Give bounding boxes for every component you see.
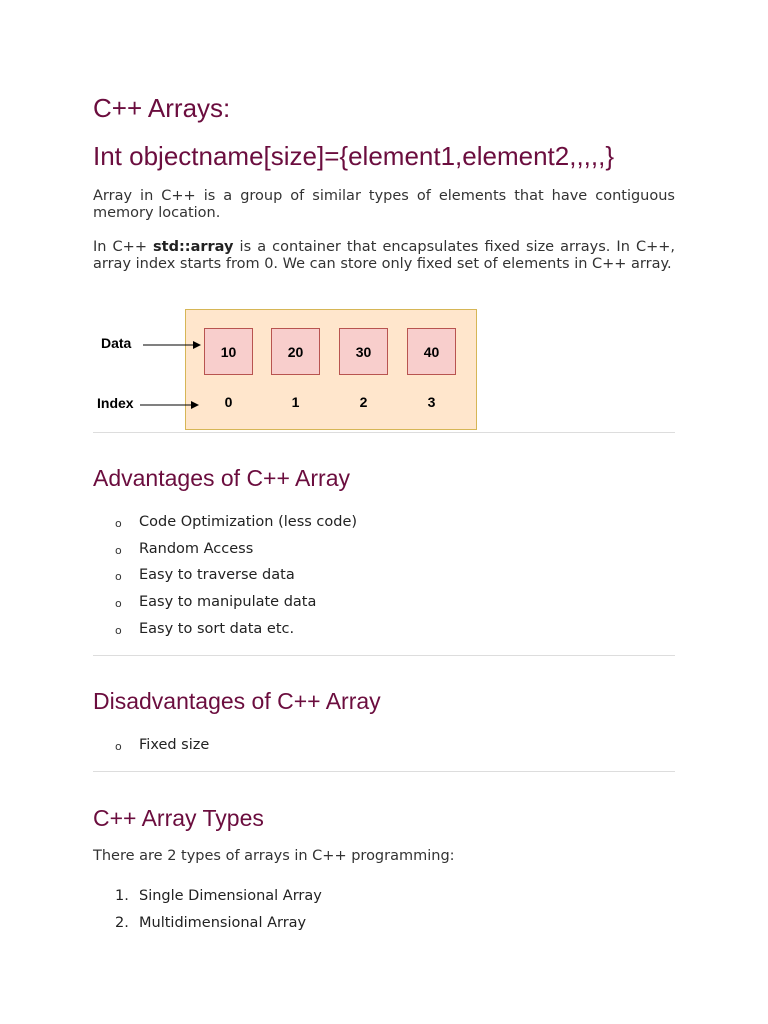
index-label-1: 1 (291, 394, 300, 410)
list-item: 2. Multidimensional Array (115, 915, 307, 931)
bullet-icon: o (115, 543, 122, 557)
data-label: Data (101, 335, 132, 351)
section-divider (93, 432, 675, 433)
advantages-heading: Advantages of C++ Array (93, 465, 350, 491)
diagram-arrows (93, 308, 493, 432)
bullet-icon: o (115, 570, 122, 584)
list-item: o Fixed size (115, 737, 210, 753)
disadvantages-heading: Disadvantages of C++ Array (93, 688, 381, 714)
std-array-keyword: std::array (153, 239, 234, 255)
std-array-text-after: is a container that encapsulates fixed size arrays. In C++, array index starts from 0. We can store only fixed set of elements in C++ array. (93, 239, 675, 272)
list-item: 1. Single Dimensional Array (115, 888, 322, 904)
advantages-list (115, 514, 357, 647)
list-item: o Easy to manipulate data (115, 594, 317, 611)
index-label-2: 2 (359, 394, 368, 410)
index-label-3: 3 (427, 394, 436, 410)
disadvantages-list (115, 737, 209, 764)
data-cell-0: 10 (204, 328, 253, 375)
array-diagram (93, 308, 493, 432)
bullet-icon: o (115, 597, 122, 611)
section-divider (93, 771, 675, 772)
std-array-paragraph (93, 239, 675, 273)
list-item: o Easy to traverse data (115, 567, 295, 584)
bullet-icon: o (115, 740, 122, 753)
index-label: Index (97, 395, 134, 411)
bullet-icon: o (115, 623, 122, 637)
array-types-heading: C++ Array Types (93, 805, 264, 831)
list-item: o Easy to sort data etc. (115, 620, 295, 637)
data-cell-1: 20 (271, 328, 320, 375)
index-label-0: 0 (224, 394, 233, 410)
bullet-icon: o (115, 517, 122, 530)
intro-paragraph: Array in C++ is a group of similar types of elements that have contiguous memory location. (93, 188, 675, 221)
std-array-text-before: In C++ (93, 239, 154, 255)
list-item: o Code Optimization (less code) (115, 514, 358, 530)
array-types-intro: There are 2 types of arrays in C++ programming: (93, 848, 455, 864)
data-cell-2: 30 (339, 328, 388, 375)
section-divider (93, 655, 675, 656)
list-item: o Random Access (115, 540, 254, 557)
array-types-list (115, 888, 322, 942)
syntax-heading: Int objectname[size]={element1,element2,,,,,} (93, 141, 615, 171)
page-title: C++ Arrays: (93, 93, 231, 123)
data-cell-3: 40 (407, 328, 456, 375)
